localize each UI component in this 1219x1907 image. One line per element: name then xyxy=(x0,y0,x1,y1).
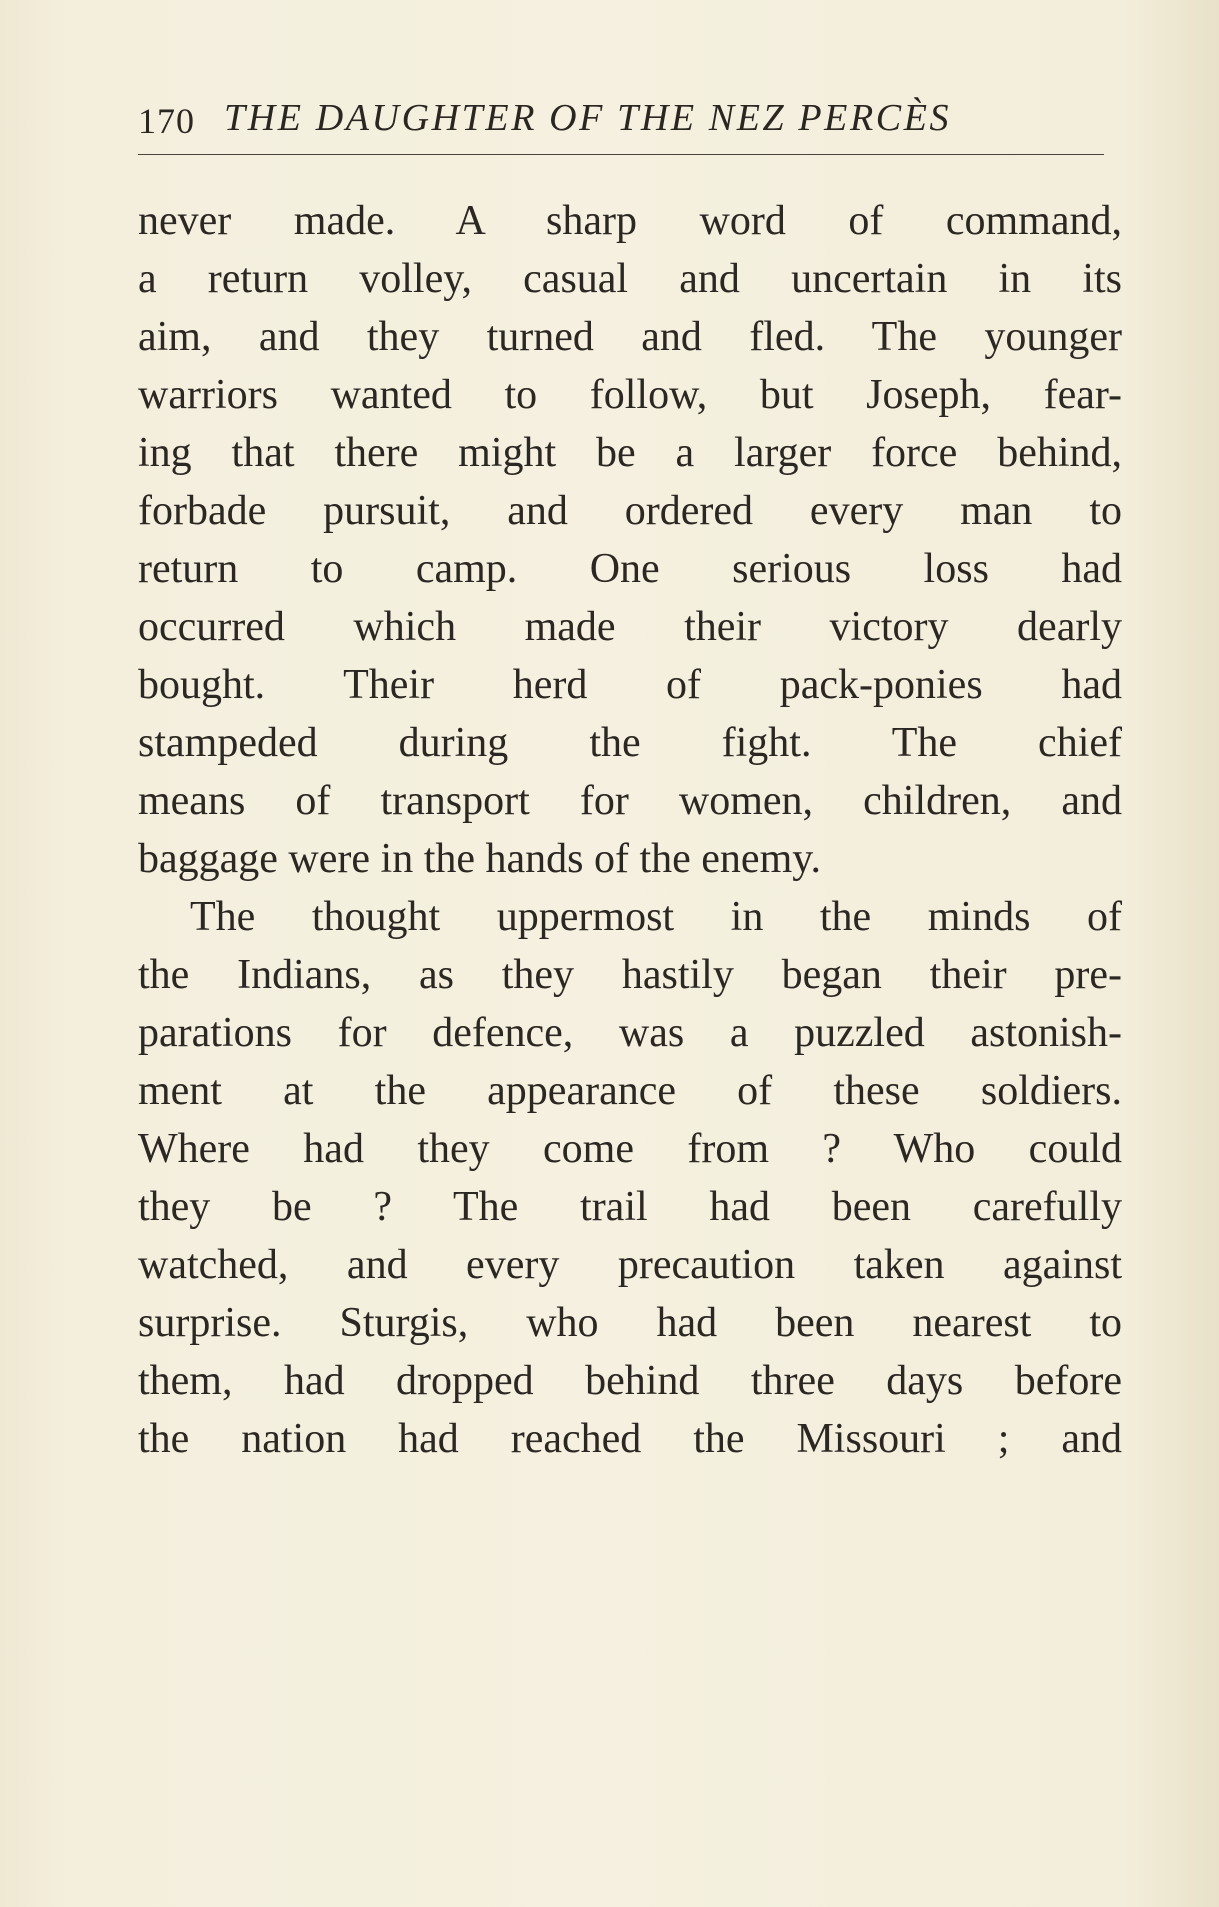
text-line: never made. A sharp word of command, xyxy=(138,198,1122,244)
text-line: warriors wanted to follow, but Joseph, fear- xyxy=(138,372,1122,418)
text-line: occurred which made their victory dearly xyxy=(138,604,1122,650)
text-line: ing that there might be a larger force behind, xyxy=(138,430,1122,476)
text-line: a return volley, casual and uncertain in its xyxy=(138,256,1122,302)
text-line: stampeded during the fight. The chief xyxy=(138,720,1122,766)
text-line: parations for defence, was a puzzled astonish- xyxy=(138,1010,1122,1056)
page-header xyxy=(138,92,1104,152)
text-line: them, had dropped behind three days before xyxy=(138,1358,1122,1404)
text-line: forbade pursuit, and ordered every man to xyxy=(138,488,1122,534)
text-line: baggage were in the hands of the enemy. xyxy=(138,836,822,882)
text-line: watched, and every precaution taken against xyxy=(138,1242,1122,1288)
text-line: Where had they come from ? Who could xyxy=(138,1126,1122,1172)
text-line: ment at the appearance of these soldiers. xyxy=(138,1068,1122,1114)
header-rule xyxy=(138,154,1104,155)
text-line: return to camp. One serious loss had xyxy=(138,546,1122,592)
text-line: the nation had reached the Missouri ; and xyxy=(138,1416,1122,1462)
text-line: bought. Their herd of pack-ponies had xyxy=(138,662,1122,708)
running-title: THE DAUGHTER OF THE NEZ PERCÈS xyxy=(224,97,952,139)
text-line: they be ? The trail had been carefully xyxy=(138,1184,1122,1230)
page-number: 170 xyxy=(138,101,195,141)
text-line: aim, and they turned and fled. The younger xyxy=(138,314,1122,360)
text-line: The thought uppermost in the minds of xyxy=(190,894,1122,940)
text-line: surprise. Sturgis, who had been nearest to xyxy=(138,1300,1122,1346)
text-line: means of transport for women, children, and xyxy=(138,778,1122,824)
text-line: the Indians, as they hastily began their pre- xyxy=(138,952,1122,998)
